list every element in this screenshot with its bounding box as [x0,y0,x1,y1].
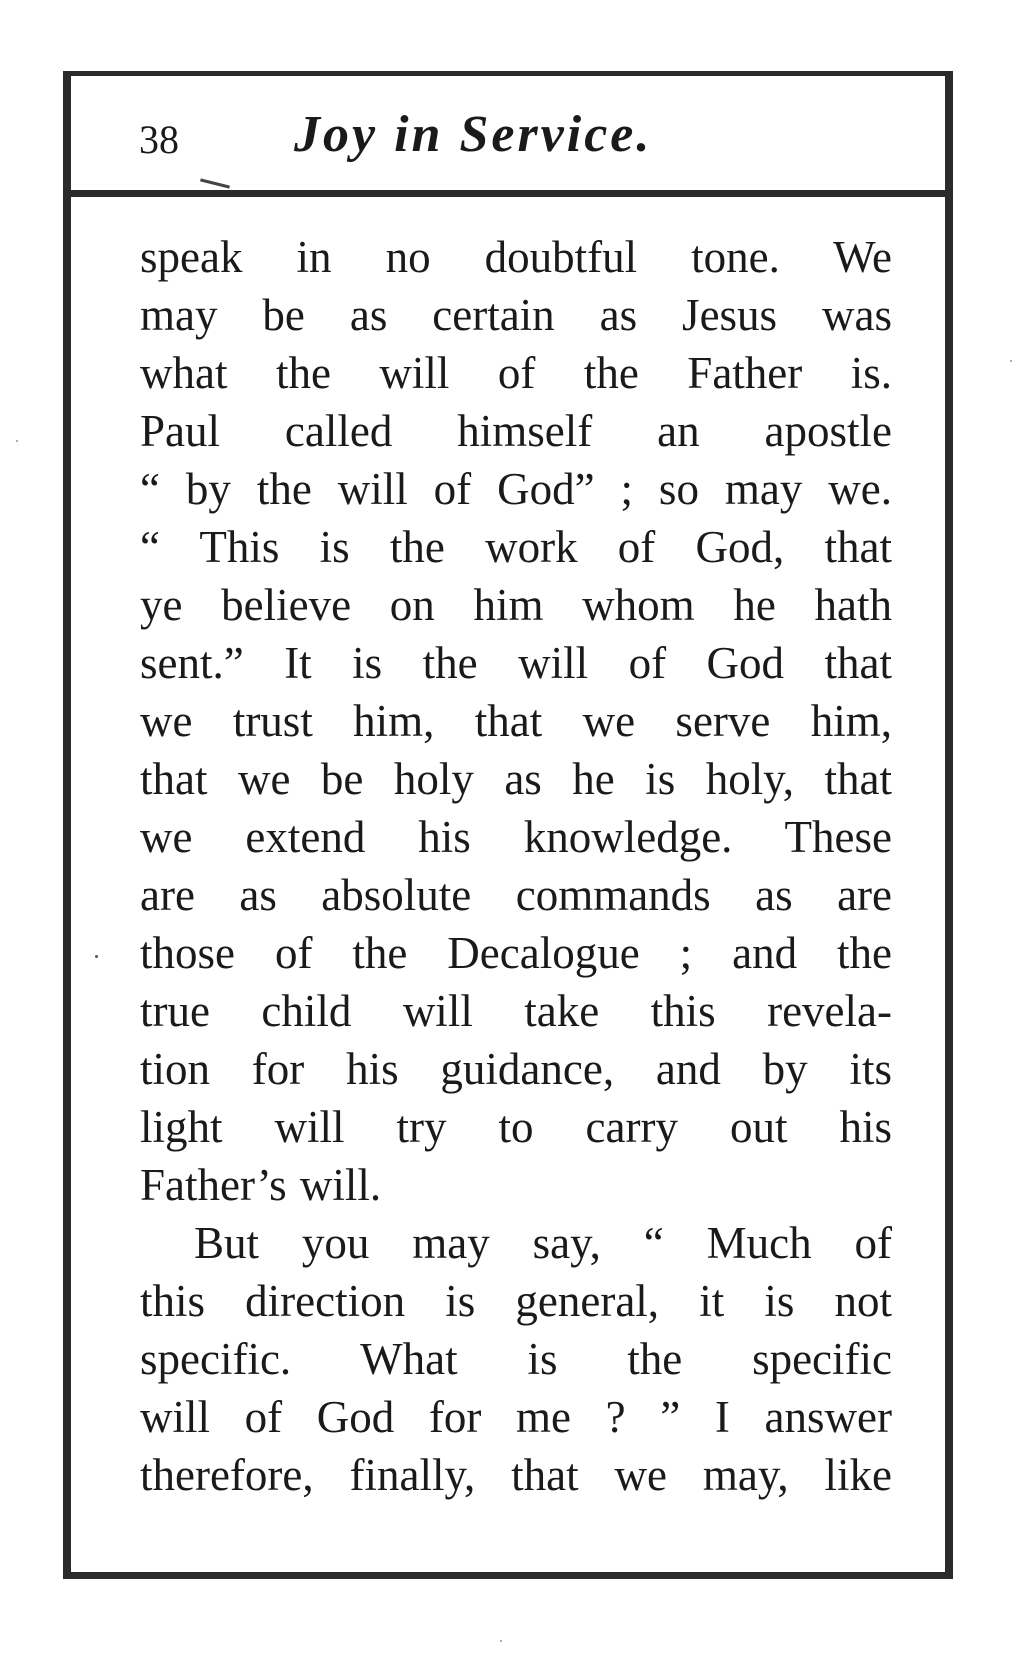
text-line: Father’s will. [140,1160,382,1210]
text-line: we trust him, that we serve him, [140,696,892,746]
page-number: 38 [139,117,179,162]
running-title: Joy in Service. [294,106,653,163]
header-rule [63,190,953,197]
paragraph-1 [140,228,892,1214]
paper-speck [1010,360,1012,362]
text-line: those of the Decalogue ; and the [140,928,892,978]
body-text [140,228,892,1504]
text-line: “ by the will of God” ; so may we. [140,464,892,514]
running-header [71,76,945,190]
text-line: are as absolute commands as are [140,870,892,920]
text-line: true child will take this revela- [140,986,892,1036]
paragraph-2 [140,1214,892,1504]
paper-speck [16,440,18,442]
paper-speck [95,955,98,958]
text-line: that we be holy as he is holy, that [140,754,892,804]
text-line: specific. What is the specific [140,1334,892,1384]
text-line: Paul called himself an apostle [140,406,892,456]
text-line: But you may say, “ Much of [194,1218,892,1268]
text-line: sent.” It is the will of God that [140,638,892,688]
text-line: will of God for me ? ” I answer [140,1392,892,1442]
text-line: speak in no doubtful tone. We [140,232,892,282]
text-line: tion for his guidance, and by its [140,1044,892,1094]
paper-speck [500,1640,502,1642]
text-line: therefore, finally, that we may, like [140,1450,892,1500]
text-line: “ This is the work of God, that [140,522,892,572]
text-line: may be as certain as Jesus was [140,290,892,340]
text-line: light will try to carry out his [140,1102,892,1152]
text-line: ye believe on him whom he hath [140,580,892,630]
text-line: we extend his knowledge. These [140,812,892,862]
text-line: this direction is general, it is not [140,1276,892,1326]
text-line: what the will of the Father is. [140,348,892,398]
